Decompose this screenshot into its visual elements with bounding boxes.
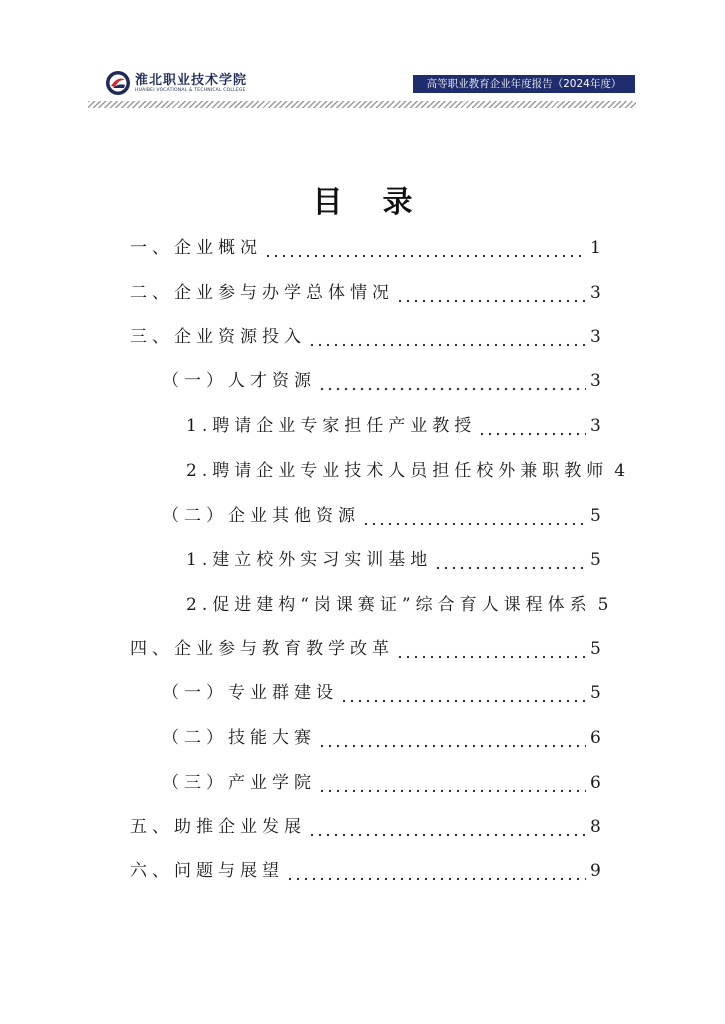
toc-entry-label: 六、问题与展望 xyxy=(130,861,284,881)
toc-entry-page: 6 xyxy=(590,728,601,748)
college-name-en: HUAIBEI VOCATIONAL & TECHNICAL COLLEGE xyxy=(135,87,246,93)
toc-entry-label: 2.促进建构“岗课赛证”综合育人课程体系 xyxy=(186,595,592,615)
toc-entry-label: 五、助推企业发展 xyxy=(130,817,306,837)
toc-leader-dots xyxy=(340,680,586,706)
toc-entry[interactable] xyxy=(186,458,626,484)
toc-entry-label: （一）人才资源 xyxy=(162,371,316,391)
toc-entry-page: 5 xyxy=(597,595,609,615)
toc-leader-dots xyxy=(264,235,586,261)
toc-entry-label: 2.聘请企业专业技术人员担任校外兼职教师 xyxy=(186,461,609,481)
toc-entry-label: 一、企业概况 xyxy=(130,238,262,258)
toc-entry-label: 二、企业参与办学总体情况 xyxy=(130,283,394,303)
toc-entry[interactable] xyxy=(162,725,600,751)
toc-entry-label: 1.建立校外实习实训基地 xyxy=(186,550,433,570)
page-header xyxy=(0,0,725,120)
toc-leader-dots xyxy=(396,636,586,662)
toc-entry-label: （三）产业学院 xyxy=(162,773,316,793)
toc-entry[interactable] xyxy=(162,368,600,394)
toc-leader-dots xyxy=(318,725,586,751)
toc-entry-page: 5 xyxy=(590,639,601,659)
toc-entry-page: 3 xyxy=(590,327,601,347)
toc-entry[interactable] xyxy=(130,324,600,350)
toc-entry[interactable] xyxy=(130,814,600,840)
toc-entry-page: 3 xyxy=(590,371,601,391)
toc-entry[interactable] xyxy=(186,413,600,439)
toc-entry[interactable] xyxy=(130,235,600,261)
toc-entry-page: 1 xyxy=(590,238,601,258)
toc-leader-dots xyxy=(318,770,586,796)
toc-entry-label: （二）企业其他资源 xyxy=(162,506,360,526)
toc-leader-dots xyxy=(362,503,586,529)
toc-entry[interactable] xyxy=(130,636,600,662)
header-hatch-divider xyxy=(88,101,636,108)
toc-entry-label: （一）专业群建设 xyxy=(162,683,338,703)
toc-entry-page: 4 xyxy=(614,461,626,481)
toc-entry-page: 8 xyxy=(590,817,601,837)
toc-leader-dots xyxy=(308,814,586,840)
toc-entry-label: 四、企业参与教育教学改革 xyxy=(130,639,394,659)
toc-entry[interactable] xyxy=(186,592,609,618)
toc-title: 目录 xyxy=(312,185,453,220)
toc-leader-dots xyxy=(434,547,586,573)
toc-entry-page: 5 xyxy=(590,506,601,526)
college-logo xyxy=(105,67,265,99)
report-title-banner: 高等职业教育企业年度报告（2024年度） xyxy=(413,75,635,93)
toc-leader-dots xyxy=(478,413,586,439)
toc-entry-label: 三、企业资源投入 xyxy=(130,327,306,347)
toc-entry-page: 6 xyxy=(590,773,601,793)
toc-entry-label: （二）技能大赛 xyxy=(162,728,316,748)
toc-entry-label: 1.聘请企业专家担任产业教授 xyxy=(186,416,477,436)
toc-leader-dots xyxy=(396,280,586,306)
toc-entry[interactable] xyxy=(162,680,600,706)
toc-leader-dots xyxy=(286,858,586,884)
college-emblem-icon xyxy=(105,70,131,96)
toc-leader-dots xyxy=(318,368,586,394)
toc-entry-page: 5 xyxy=(590,683,601,703)
toc-leader-dots xyxy=(308,324,586,350)
toc-entry[interactable] xyxy=(162,503,600,529)
toc-entry[interactable] xyxy=(162,770,600,796)
toc-entry[interactable] xyxy=(130,280,600,306)
toc-entry[interactable] xyxy=(130,858,600,884)
toc-entry-page: 9 xyxy=(590,861,601,881)
college-name-cn: 淮北职业技术学院 xyxy=(135,72,248,88)
toc-entry-page: 3 xyxy=(590,416,601,436)
toc-entry-page: 3 xyxy=(590,283,601,303)
toc-entry-page: 5 xyxy=(590,550,601,570)
toc-entry[interactable] xyxy=(186,547,600,573)
